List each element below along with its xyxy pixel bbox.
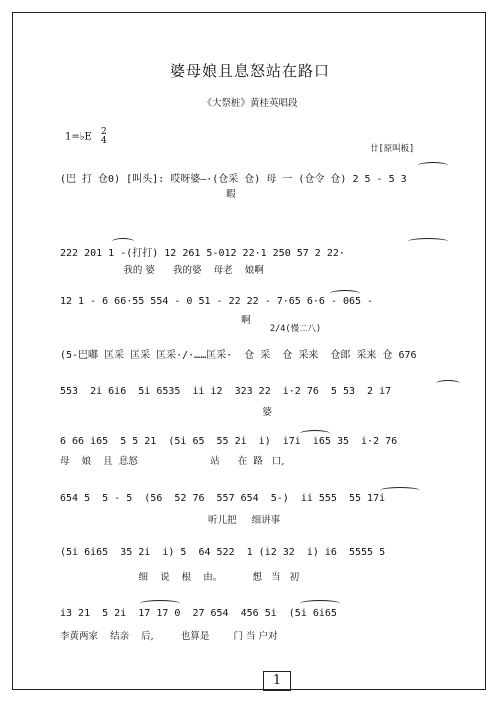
slur-mark	[418, 162, 448, 169]
slur-mark	[140, 600, 180, 607]
score-line-4: (5-巴嘟 匡采 匡采 匡采·/·……匡采· 仓 采 仓 采来 仓郎 采来 仓 676	[60, 350, 417, 361]
score-line-3: 12 1 - 6 66·55 554 - 0 51 - 22 22 - 7·65 6·6 - 065 -	[60, 296, 374, 307]
page-number: 1	[263, 671, 291, 691]
score-line-9: i3 21 5 2i 17 17 0 27 654 456 5i (5i 6i65	[60, 608, 337, 619]
key-signature	[65, 128, 107, 146]
slur-mark	[300, 430, 330, 437]
score-line-5: 553 2i 6i6 5i 6535 ii i2 323 22 i·2 76 5 53 2 i7	[60, 386, 392, 397]
lyric-line-1: 暇	[60, 189, 236, 200]
score-line-8: (5i 6i65 35 2i i) 5 64 522 1 (i2 32 i) i6 5555 5	[60, 547, 386, 558]
key-tonic: 1=♭E	[65, 131, 92, 143]
tempo-mark: 廿[原叫板]	[370, 144, 415, 154]
score-line-6: 6 66 i65 5 5 21 (5i 65 55 2i i) i7i i65 35 i·2 76	[60, 436, 398, 447]
slur-mark	[300, 600, 340, 607]
score-line-1: (巴 打 仓0) [叫头]: 哎呀婆—·(仓采 仓) 母 一 (仓令 仓) 2 5 - 5 3	[60, 174, 407, 185]
meter-top: 2	[100, 127, 107, 137]
slur-mark	[380, 487, 420, 494]
score-line-2: 222 201 1 -(打打) 12 261 5-012 22·1 250 57 2 22·	[60, 248, 345, 259]
time-signature	[101, 128, 107, 146]
lyric-line-2: 我的 婆 我的婆 母老 娘啊	[60, 265, 264, 276]
meter-bottom: 4	[100, 136, 107, 146]
lyric-line-7: 听儿把 细讲事	[60, 515, 281, 526]
lyric-line-9: 李黄两家 结亲 后, 也算是 门 当 户对	[60, 631, 278, 642]
page-title: 婆母娘且息怒站在路口	[169, 62, 330, 80]
slur-mark	[436, 380, 460, 387]
lyric-line-5: 婆	[60, 407, 272, 418]
lyric-line-8: 细 说 根 由。 想 当 初	[60, 572, 300, 583]
slur-mark	[112, 238, 134, 245]
score-line-7: 654 5 5 - 5 (56 52 76 557 654 5-) ii 555 55 17i	[60, 493, 386, 504]
tempo-label: 2/4(慢二八)	[270, 324, 322, 334]
lyric-line-3: 啊	[60, 315, 251, 326]
page-subtitle: 《大祭桩》黄桂英唱段	[202, 98, 298, 109]
slur-mark	[330, 290, 360, 297]
slur-mark	[408, 238, 448, 245]
lyric-line-6: 母 娘 且 息怒 站 在 路 口,	[60, 456, 285, 467]
